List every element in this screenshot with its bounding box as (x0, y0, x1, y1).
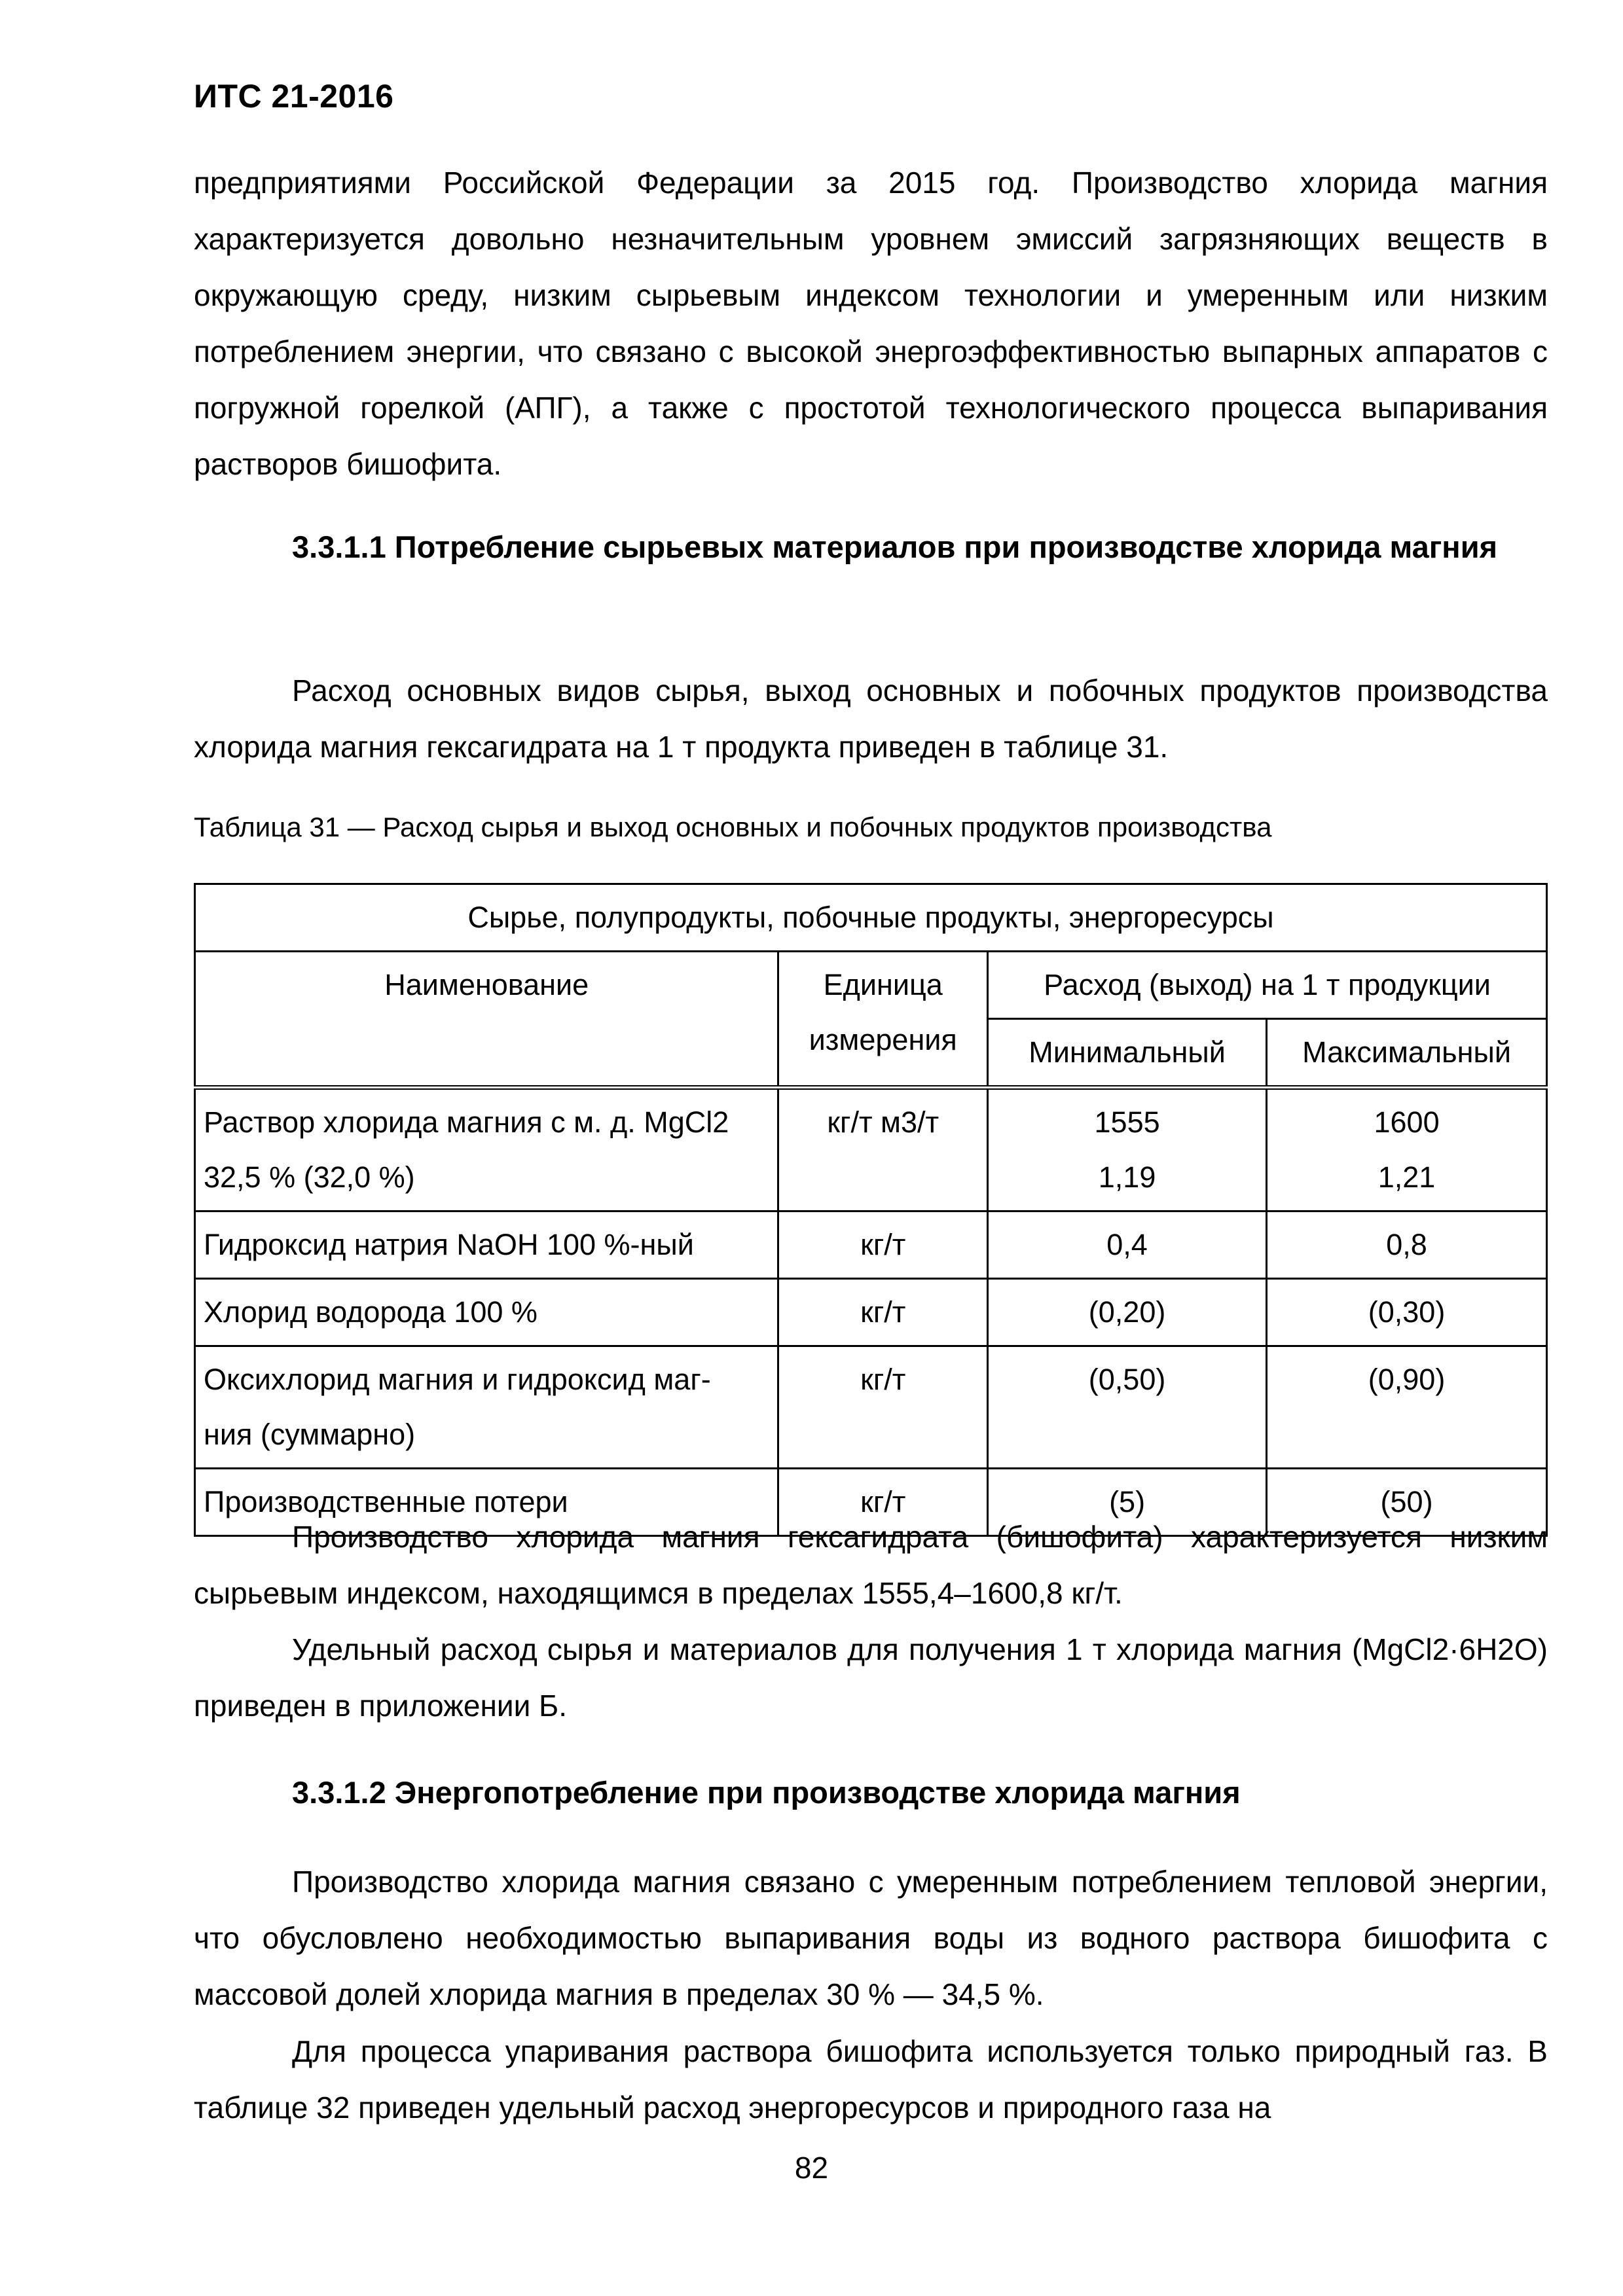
after-table-paragraph-2: Удельный расход сырья и материалов для получения 1 т хлорида магния (MgCl2·6H2O) приведен в приложении Б. (194, 1632, 1548, 1723)
row-min-line: 1,19 (1098, 1160, 1156, 1194)
section-2-paragraph-2: Для процесса упаривания раствора бишофита используется только природный газ. В таблице 32 приведен удельный расход энергоресурсов и природного газа на (194, 2034, 1548, 2125)
row-unit: кг/т м3/т (778, 1088, 988, 1211)
section-2-paragraph-1: Производство хлорида магния связано с умеренным потреблением тепловой энергии, что обусловлено необходимостью выпаривания воды из водного раствора бишофита с массовой долей хлорида магния в пределах 30 % — 34,5 %. (194, 1865, 1548, 2011)
table-row (195, 1088, 1547, 1211)
row-name-line: Раствор хлорида магния с м. д. MgCl2 (204, 1105, 729, 1139)
column-header-consumption: Расход (выход) на 1 т продукции (988, 952, 1547, 1019)
row-max (1267, 1088, 1547, 1211)
table-row (195, 1279, 1547, 1346)
row-max: (0,90) (1267, 1346, 1547, 1469)
row-min (988, 1088, 1267, 1211)
row-name: Производственные потери (195, 1469, 778, 1536)
row-name-line: ния (суммарно) (204, 1418, 416, 1451)
table-row (195, 1346, 1547, 1469)
row-name (195, 1346, 778, 1469)
after-table-paragraph-1: Производство хлорида магния гексагидрата (бишофита) характеризуется низким сырьевым индексом, находящимся в пределах 1555,4–1600,8 кг/т. (194, 1520, 1548, 1610)
row-min: (5) (988, 1469, 1267, 1536)
section-heading-3-3-1-2: 3.3.1.2 Энергопотребление при производстве хлорида магния (292, 1775, 1241, 1810)
section-1-paragraph: Расход основных видов сырья, выход основных и побочных продуктов производства хлорида магния гексагидрата на 1 т продукта приведен в таблице 31. (194, 673, 1548, 764)
page-number: 82 (794, 2151, 829, 2185)
consumption-table (194, 883, 1548, 1537)
column-header-name: Наименование (195, 952, 778, 1088)
column-header-max: Максимальный (1267, 1019, 1547, 1088)
row-max: (50) (1267, 1469, 1547, 1536)
row-max-line: 1,21 (1377, 1160, 1436, 1194)
row-min: 0,4 (988, 1211, 1267, 1279)
row-min: (0,50) (988, 1346, 1267, 1469)
table-caption: Таблица 31 — Расход сырья и выход основных и побочных продуктов производства (194, 812, 1272, 842)
column-header-unit: Единица измерения (778, 952, 988, 1088)
row-name: Гидроксид натрия NaOH 100 %-ный (195, 1211, 778, 1279)
row-min: (0,20) (988, 1279, 1267, 1346)
row-unit: кг/т (778, 1279, 988, 1346)
row-name-line: 32,5 % (32,0 %) (204, 1160, 415, 1194)
row-min-line: 1555 (1094, 1105, 1160, 1139)
row-unit: кг/т (778, 1346, 988, 1469)
row-max-line: 1600 (1374, 1105, 1440, 1139)
table-row (195, 1211, 1547, 1279)
row-max: (0,30) (1267, 1279, 1547, 1346)
table-group-header: Сырье, полупродукты, побочные продукты, энергоресурсы (195, 884, 1547, 952)
row-name-line: Оксихлорид магния и гидроксид маг- (204, 1363, 711, 1396)
row-name (195, 1088, 778, 1211)
row-max: 0,8 (1267, 1211, 1547, 1279)
row-unit: кг/т (778, 1211, 988, 1279)
row-unit: кг/т (778, 1469, 988, 1536)
document-id: ИТС 21-2016 (194, 78, 394, 115)
section-heading-3-3-1-1: 3.3.1.1 Потребление сырьевых материалов при производстве хлорида магния (292, 529, 1498, 564)
intro-paragraph: предприятиями Российской Федерации за 2015 год. Производство хлорида магния характеризуется довольно незначительным уровнем эмиссий загрязняющих веществ в окружающую среду, низким сырьевым индексом технологии и умеренным или низким потреблением энергии, что связано с высокой энергоэффективностью выпарных аппаратов с погружной горелкой (АПГ), а также с простотой технологического процесса выпаривания растворов бишофита. (194, 166, 1548, 481)
row-name: Хлорид водорода 100 % (195, 1279, 778, 1346)
column-header-min: Минимальный (988, 1019, 1267, 1088)
